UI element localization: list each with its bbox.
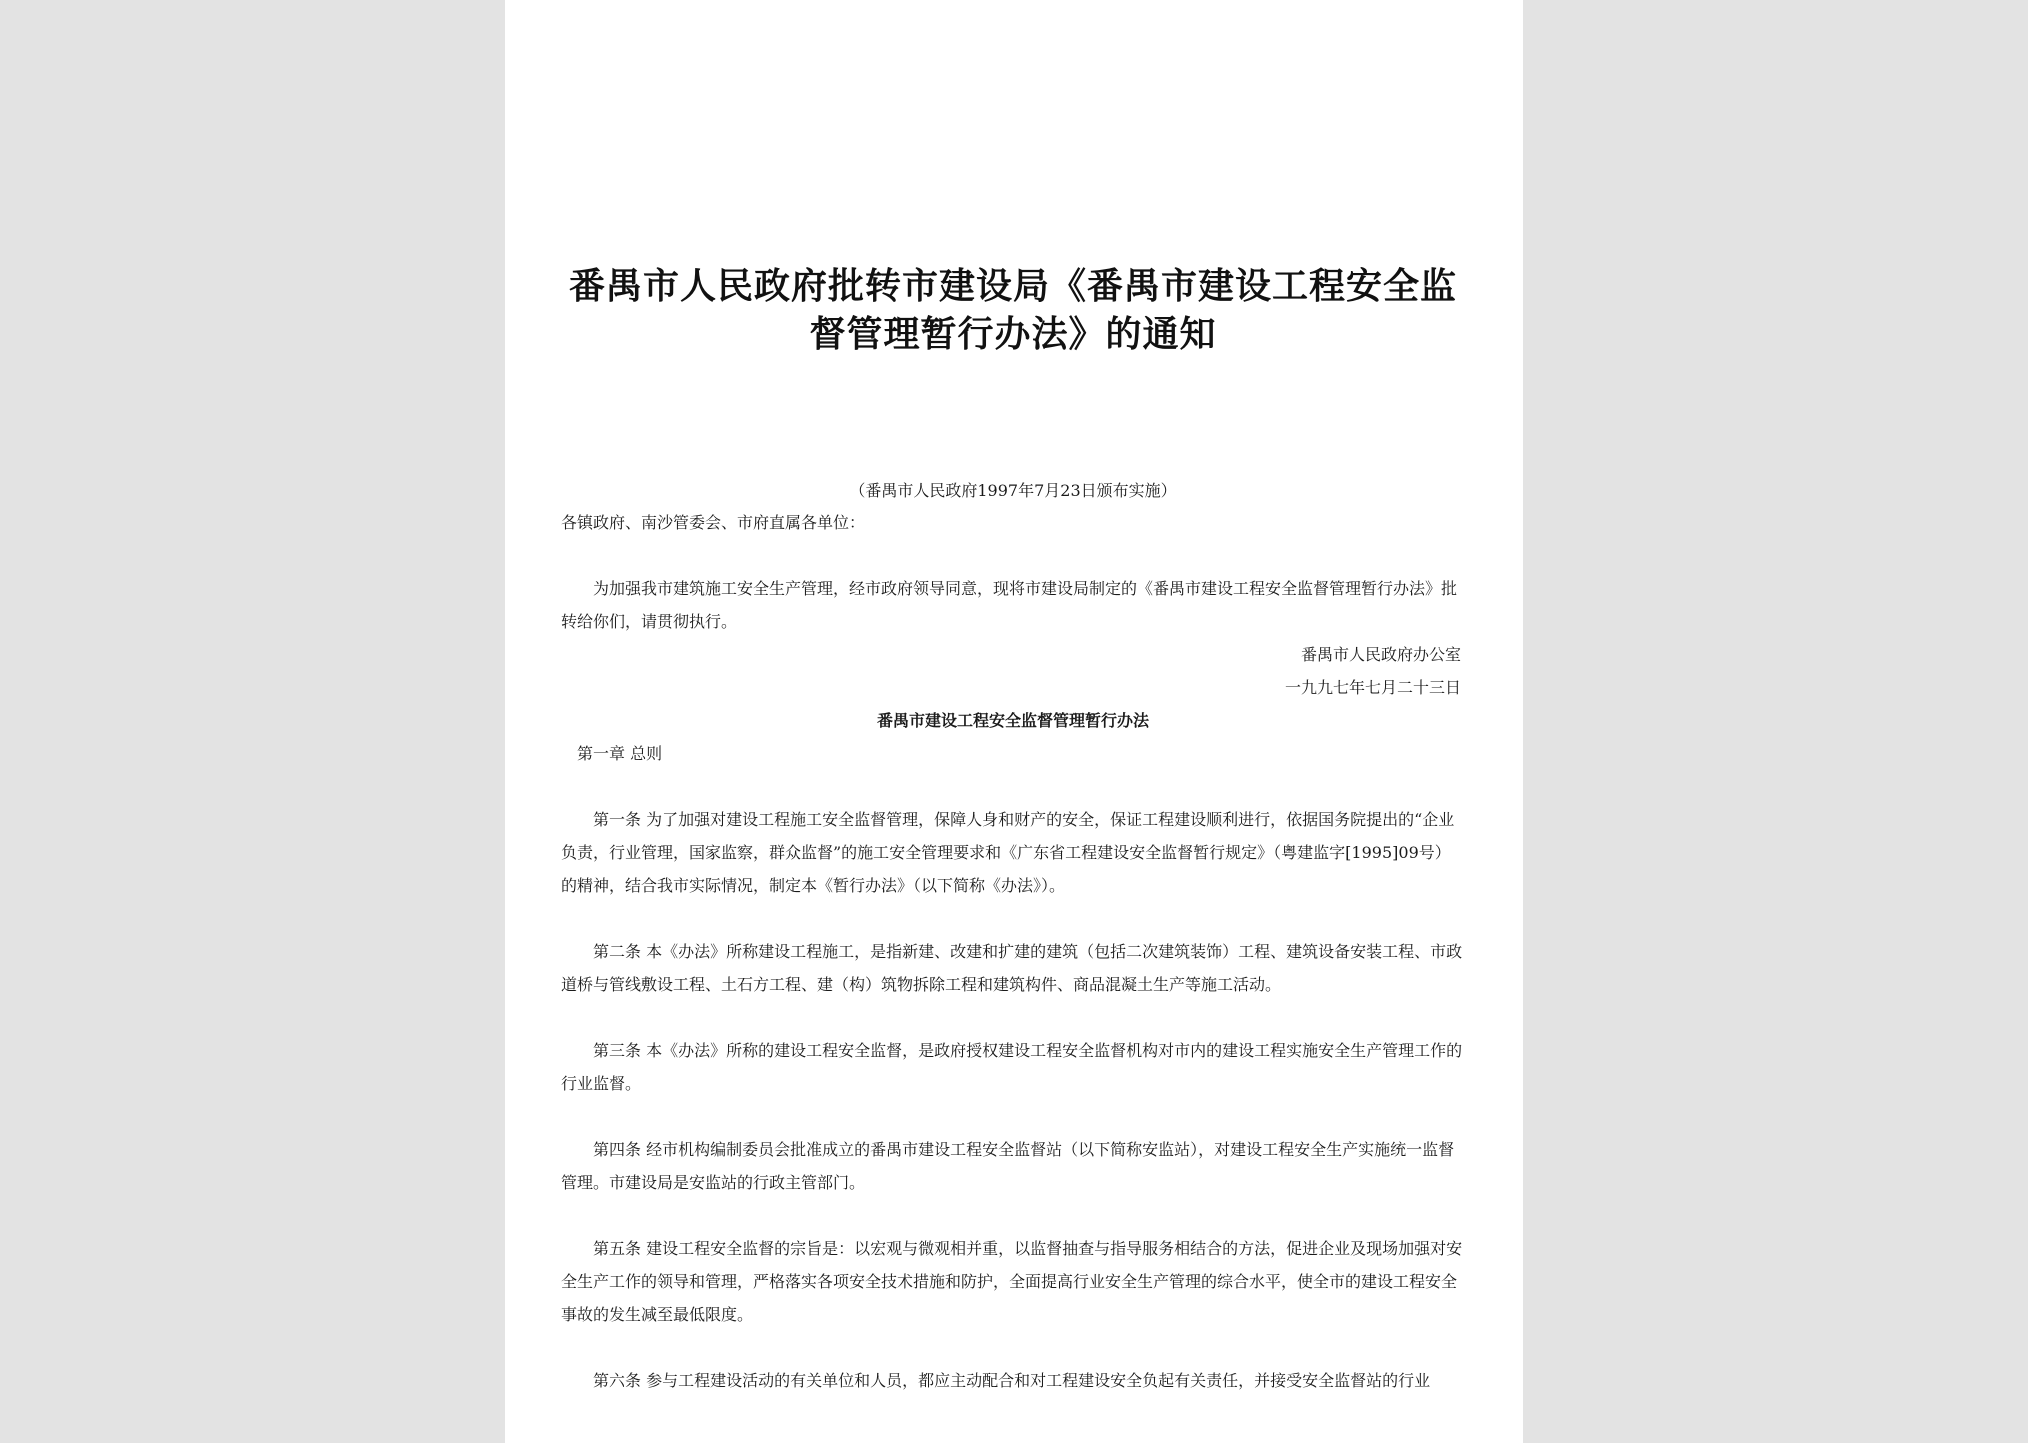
- article-4: 第四条 经市机构编制委员会批准成立的番禺市建设工程安全监督站（以下简称安监站），对建设工程安全生产实施统一监督管理。市建设局是安监站的行政主管部门。: [561, 1140, 1455, 1192]
- signer: 番禺市人民政府办公室: [1300, 645, 1461, 664]
- document-title-line-1: 番禺市人民政府批转市建设局《番禺市建设工程安全监: [568, 265, 1457, 307]
- article-6: 第六条 参与工程建设活动的有关单位和人员，都应主动配合和对工程建设安全负起有关责任，并接受安全监督站的行业: [593, 1371, 1431, 1390]
- article-1: 第一条 为了加强对建设工程施工安全监督管理，保障人身和财产的安全，保证工程建设顺利进行，依据国务院提出的“企业负责，行业管理，国家监察，群众监督”的施工安全管理要求和《广东省工程建设安全监督暂行规定》（粤建监字[1995]09号）的精神，结合我市实际情况，制定本《暂行办法》（以下简称《办法》）。: [561, 810, 1455, 895]
- issued-note: （番禺市人民政府1997年7月23日颁布实施）: [849, 481, 1177, 500]
- chapter-heading: 第一章 总则: [577, 744, 663, 763]
- document-title-line-2: 督管理暂行办法》的通知: [809, 313, 1217, 355]
- sign-date: 一九九七年七月二十三日: [1284, 678, 1461, 697]
- article-2: 第二条 本《办法》所称建设工程施工，是指新建、改建和扩建的建筑（包括二次建筑装饰）工程、建筑设备安装工程、市政道桥与管线敷设工程、土石方工程、建（构）筑物拆除工程和建筑构件、商品混凝土生产等施工活动。: [561, 942, 1463, 994]
- document-page: [505, 0, 1523, 1443]
- article-3: 第三条 本《办法》所称的建设工程安全监督，是政府授权建设工程安全监督机构对市内的建设工程实施安全生产管理工作的行业监督。: [561, 1041, 1463, 1093]
- measures-title: 番禺市建设工程安全监督管理暂行办法: [876, 711, 1149, 730]
- document-title: [561, 262, 1465, 358]
- addressee: 各镇政府、南沙管委会、市府直属各单位：: [561, 513, 866, 532]
- article-5: 第五条 建设工程安全监督的宗旨是：以宏观与微观相并重，以监督抽查与指导服务相结合的方法，促进企业及现场加强对安全生产工作的领导和管理，严格落实各项安全技术措施和防护，全面提高行业安全生产管理的综合水平，使全市的建设工程安全事故的发生减至最低限度。: [561, 1239, 1463, 1324]
- intro-paragraph: 为加强我市建筑施工安全生产管理，经市政府领导同意，现将市建设局制定的《番禺市建设工程安全监督管理暂行办法》批转给你们，请贯彻执行。: [561, 579, 1458, 631]
